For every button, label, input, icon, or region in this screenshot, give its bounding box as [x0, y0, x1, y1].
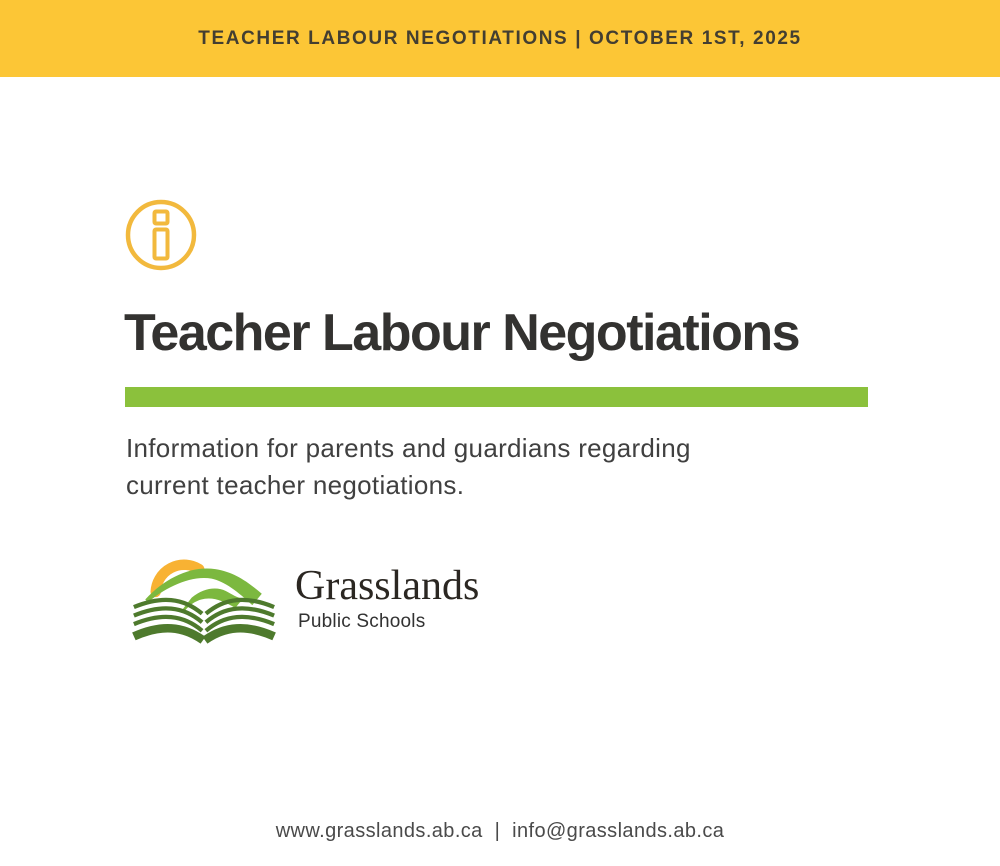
subtitle-line-2: current teacher negotiations. [126, 470, 465, 500]
logo-text [295, 564, 479, 633]
grasslands-logo [123, 554, 479, 644]
subtitle-line-1: Information for parents and guardians regarding [126, 433, 691, 463]
info-icon-graphic [124, 198, 198, 272]
banner-title: TEACHER LABOUR NEGOTIATIONS | OCTOBER 1ST, 2025 [198, 27, 802, 49]
footer-contact: www.grasslands.ab.ca | info@grasslands.ab.ca [275, 820, 725, 842]
logo-name: Grasslands [295, 563, 480, 609]
green-divider-bar [125, 387, 868, 407]
logo-tagline: Public Schools [298, 611, 426, 633]
page-title: Teacher Labour Negotiations [124, 304, 800, 362]
top-banner [0, 0, 1000, 77]
subtitle [126, 430, 691, 504]
open-book-hills-sun-icon [123, 554, 285, 644]
info-icon [124, 198, 198, 272]
